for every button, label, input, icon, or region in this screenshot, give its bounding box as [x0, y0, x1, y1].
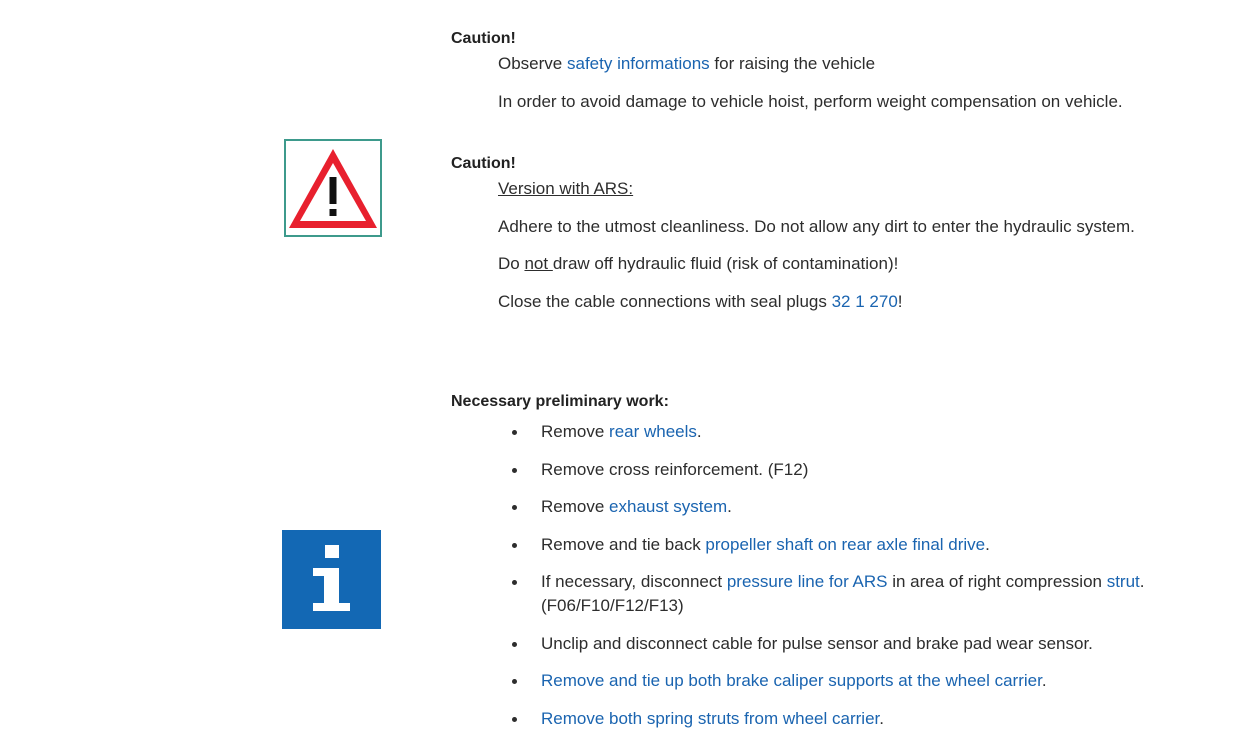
spring-struts-link[interactable]: Remove both spring struts from wheel carrier: [541, 708, 880, 728]
text-segment: Observe: [498, 54, 567, 73]
brake-caliper-supports-link[interactable]: Remove and tie up both brake caliper supports at the wheel carrier: [541, 671, 1042, 690]
text-segment: draw off hydraulic fluid (risk of contamination)!: [552, 254, 899, 273]
list-item: [498, 707, 1145, 731]
warning-triangle-icon: [286, 141, 380, 235]
exhaust-system-link[interactable]: exhaust system: [609, 497, 728, 516]
caution-2-line-2: [498, 252, 898, 276]
emphasis-not: not: [524, 254, 553, 273]
warning-icon-frame: [284, 139, 382, 237]
rear-wheels-link[interactable]: rear wheels: [609, 422, 697, 441]
pressure-line-ars-link[interactable]: pressure line for ARS: [726, 572, 888, 591]
caution-2-line-1: Adhere to the utmost cleanliness. Do not allow any dirt to enter the hydraulic system.: [498, 217, 1135, 236]
caution-heading-1: Caution!: [451, 30, 516, 47]
list-item: [498, 669, 1145, 693]
text-segment: .: [696, 422, 702, 441]
text-segment: (F06/F10/F12/F13): [541, 596, 684, 615]
caution-1-line-1: [498, 52, 875, 76]
caution-heading-2: Caution!: [451, 155, 516, 172]
info-icon-frame: [282, 530, 381, 629]
list-item: [498, 458, 1145, 482]
list-item: [498, 495, 1145, 519]
list-item: [498, 533, 1145, 557]
text-segment: !: [897, 292, 903, 311]
preliminary-work-list: [498, 420, 1145, 744]
text-segment: .: [1041, 671, 1047, 690]
text-segment: Close the cable connections with seal plugs: [498, 292, 832, 311]
text-segment: Do: [498, 254, 525, 273]
safety-informations-link[interactable]: safety informations: [566, 54, 710, 73]
caution-2-line-3: [498, 290, 903, 314]
text-segment: Remove cross reinforcement. (F12): [541, 459, 809, 479]
list-item: [498, 570, 1145, 618]
version-label: Version with ARS:: [498, 179, 634, 198]
seal-plugs-link[interactable]: 32 1 270: [831, 292, 898, 311]
text-segment: Remove: [541, 422, 610, 441]
propeller-shaft-link[interactable]: propeller shaft on rear axle final drive: [705, 534, 986, 554]
caution-1-line-2: In order to avoid damage to vehicle hoist, perform weight compensation on vehicle.: [498, 92, 1123, 111]
text-segment: .: [985, 534, 990, 554]
text-segment: Remove: [541, 497, 610, 516]
text-segment: .: [1139, 572, 1145, 591]
list-item: [498, 420, 1145, 444]
text-segment: for raising the vehicle: [709, 54, 876, 73]
info-icon: [282, 530, 381, 629]
text-segment: If necessary, disconnect: [541, 572, 727, 591]
text-segment: in area of right compression: [887, 572, 1107, 591]
list-item: [498, 632, 1145, 656]
text-segment: Remove and tie back: [541, 534, 706, 554]
text-segment: Unclip and disconnect cable for pulse sensor and brake pad wear sensor.: [541, 633, 1093, 653]
text-segment: .: [879, 708, 884, 728]
text-segment: .: [727, 497, 732, 516]
preliminary-work-heading: Necessary preliminary work:: [451, 393, 669, 410]
strut-link[interactable]: strut: [1106, 572, 1140, 591]
